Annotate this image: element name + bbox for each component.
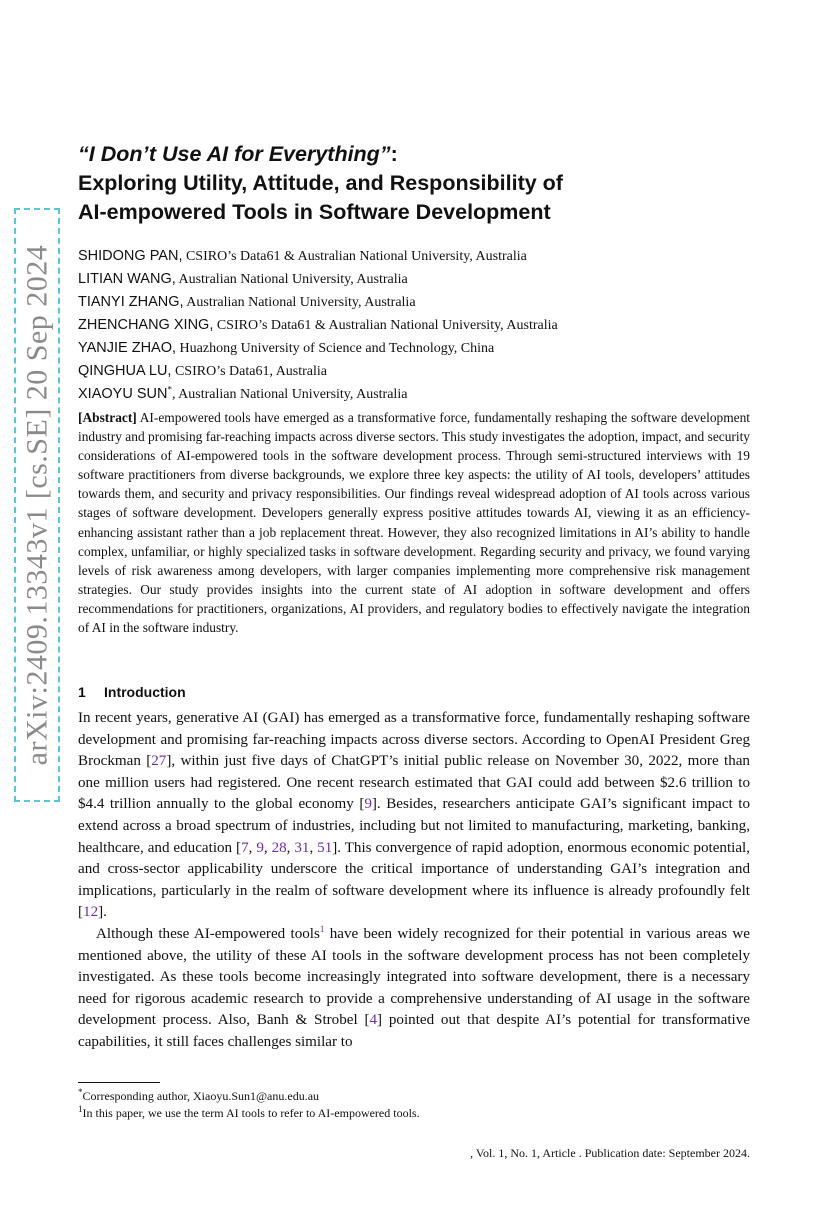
text-run: have been widely recognized for their potential in various areas we mentioned above, the utility of these AI tools in the software development process has not been completely investigated. As these tools become increasingly integrated into software development, there is a necessary need for rigorous academic research to provide a comprehensive understanding of AI usage in the software development process. Also, Banh & Strobel [ xyxy=(78,925,750,1029)
footnote-entry xyxy=(78,1105,750,1122)
footnote-text: In this paper, we use the term AI tools to refer to AI-empowered tools. xyxy=(82,1106,420,1120)
author-name: XIAOYU SUN xyxy=(78,386,168,402)
footnotes xyxy=(78,1088,750,1122)
abstract-text: AI-empowered tools have emerged as a transformative force, fundamentally reshaping the software development industry and promising far-reaching impacts across diverse sectors. This study investigates the adoption, impact, and security considerations of AI-empowered tools in the software development process. Through semi-structured interviews with 19 software practitioners from diverse backgrounds, we explore three key aspects: the utility of AI tools, developers’ attitudes towards them, and security and privacy responsibilities. Our findings reveal widespread adoption of AI tools across various stages of software development. Developers generally express positive attitudes towards AI, viewing it as an efficiency-enhancing assistant rather than a job replacement threat. However, they also recognized limitations in AI’s ability to handle complex, unfamiliar, or highly specialized tasks in software development. Regarding security and privacy, we found varying levels of risk awareness among developers, with larger companies implementing more comprehensive risk management strategies. Our study provides insights into the current state of AI adoption in software development and offers recommendations for practitioners, organizations, AI providers, and regulatory bodies to effectively navigate the integration of AI in the software industry. xyxy=(78,410,750,636)
text-run: ]. This convergence of rapid adoption, enormous economic potential, and cross-sector applicability underscore the critical importance of understanding GAI’s integration and implications, particularly in the realm of software development where its influence is already profoundly felt [ xyxy=(78,839,750,921)
citation-link[interactable]: 27 xyxy=(151,753,167,770)
citation-link[interactable]: 7 xyxy=(241,839,249,856)
author-entry xyxy=(78,245,798,268)
citation-link[interactable]: 51 xyxy=(317,839,333,856)
text-run: , xyxy=(248,839,257,856)
title-line-3: AI-empowered Tools in Software Development xyxy=(78,200,551,224)
author-entry xyxy=(78,268,798,291)
corresponding-marker: * xyxy=(167,384,172,395)
intro-paragraph-2 xyxy=(78,924,750,1054)
author-affiliation: Australian National University, Australia xyxy=(175,272,408,287)
citation-link[interactable]: 12 xyxy=(83,904,99,921)
page-footer: , Vol. 1, No. 1, Article . Publication date: September 2024. xyxy=(470,1146,750,1160)
author-list xyxy=(78,245,798,406)
author-affiliation: CSIRO’s Data61, Australia xyxy=(171,364,328,379)
citation-link[interactable]: 28 xyxy=(271,839,287,856)
author-name: QINGHUA LU, xyxy=(78,363,172,379)
author-entry xyxy=(78,383,798,406)
author-entry xyxy=(78,291,798,314)
author-entry xyxy=(78,337,798,360)
author-affiliation: CSIRO’s Data61 & Australian National University, Australia xyxy=(213,318,558,333)
author-affiliation: Huazhong University of Science and Technology, China xyxy=(176,341,495,356)
text-run: , xyxy=(286,839,295,856)
footnote-link[interactable]: 1 xyxy=(319,923,325,934)
section-heading xyxy=(78,684,678,700)
author-name: LITIAN WANG, xyxy=(78,271,176,287)
author-affiliation: Australian National University, Australia xyxy=(183,295,416,310)
text-run: ], within just five days of ChatGPT’s initial public release on November 30, 2022, more than one million users had registered. One recent research estimated that GAI could add between $2.6 trillion to $4.4 trillion annually to the global economy [ xyxy=(78,753,750,813)
introduction-body xyxy=(78,708,750,1054)
text-run: In recent years, generative AI (GAI) has emerged as a transformative force, fundamentally reshaping software development and promising far-reaching impacts across diverse sectors. According to OpenAI President Greg Brockman [ xyxy=(78,710,750,770)
footnote-divider xyxy=(78,1082,160,1083)
arxiv-stamp xyxy=(14,208,60,802)
author-name: YANJIE ZHAO, xyxy=(78,340,177,356)
footnote-marker: * xyxy=(78,1087,83,1097)
text-run: , xyxy=(309,839,318,856)
author-affiliation: CSIRO’s Data61 & Australian National University, Australia xyxy=(182,249,527,264)
title-colon: : xyxy=(390,142,398,166)
text-run: ] pointed out that despite AI’s potential for transformative capabilities, it still faces challenges similar to xyxy=(78,1012,750,1050)
paper-title xyxy=(78,140,798,227)
citation-link[interactable]: 9 xyxy=(364,796,372,813)
citation-link[interactable]: 31 xyxy=(294,839,310,856)
arxiv-stamp-text: arXiv:2409.13343v1 [cs.SE] 20 Sep 2024 xyxy=(20,244,53,766)
author-entry xyxy=(78,360,798,383)
author-name: TIANYI ZHANG, xyxy=(78,294,184,310)
author-name: SHIDONG PAN, xyxy=(78,248,183,264)
abstract xyxy=(78,408,750,637)
footnote-text: Corresponding author, Xiaoyu.Sun1@anu.edu.au xyxy=(82,1089,320,1103)
text-run: ]. Besides, researchers anticipate GAI’s significant impact to extend across a broad spectrum of industries, including but not limited to manufacturing, marketing, banking, healthcare, and education [ xyxy=(78,796,750,856)
section-number: 1 xyxy=(78,684,86,700)
section-title: Introduction xyxy=(104,684,186,700)
title-quote: “I Don’t Use AI for Everything” xyxy=(78,142,391,166)
author-entry xyxy=(78,314,798,337)
citation-link[interactable]: 9 xyxy=(256,839,264,856)
text-run: Although these AI-empowered tools xyxy=(96,925,320,942)
text-run: , xyxy=(263,839,272,856)
citation-link[interactable]: 4 xyxy=(369,1012,378,1029)
footnote-marker: 1 xyxy=(78,1104,83,1114)
intro-paragraph-1 xyxy=(78,708,750,924)
footnote-entry xyxy=(78,1088,750,1105)
title-line-2: Exploring Utility, Attitude, and Responsibility of xyxy=(78,171,563,195)
abstract-label: [Abstract] xyxy=(78,410,137,425)
text-run: ]. xyxy=(98,904,107,921)
author-name: ZHENCHANG XING, xyxy=(78,317,214,333)
author-affiliation: , Australian National University, Australia xyxy=(171,387,408,402)
